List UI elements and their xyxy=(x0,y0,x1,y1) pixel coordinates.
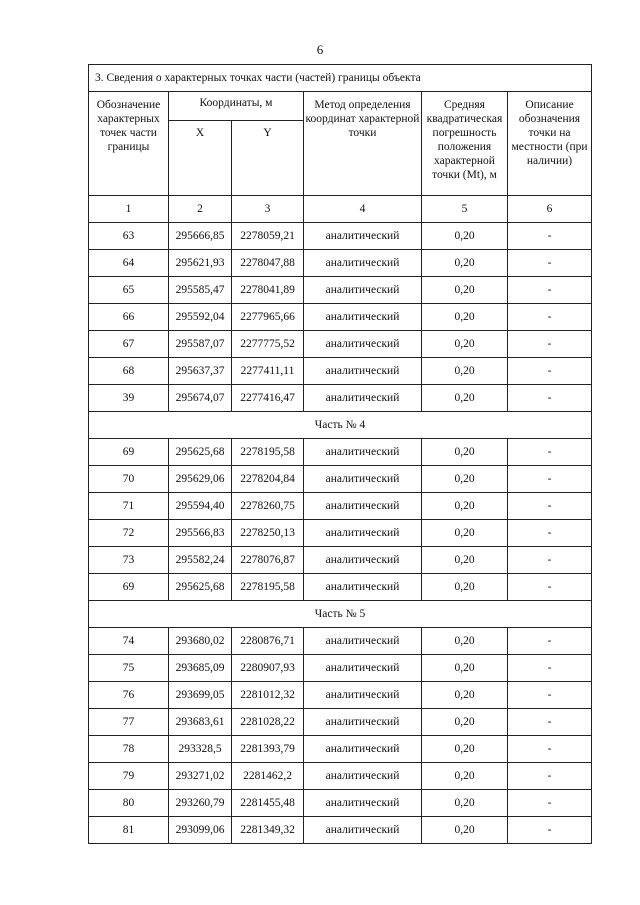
y-coordinate-cell: 2281028,22 xyxy=(232,709,304,736)
method-cell: аналитический xyxy=(304,736,422,763)
table-row xyxy=(89,385,592,412)
column-numbers-row xyxy=(89,196,592,223)
point-cell: 72 xyxy=(89,520,169,547)
y-coordinate-cell: 2281462,2 xyxy=(232,763,304,790)
y-coordinate-cell: 2278059,21 xyxy=(232,223,304,250)
column-number: 4 xyxy=(304,196,422,223)
method-cell: аналитический xyxy=(304,277,422,304)
point-cell: 75 xyxy=(89,655,169,682)
description-cell: - xyxy=(508,736,592,763)
method-cell: аналитический xyxy=(304,385,422,412)
part-header-row xyxy=(89,412,592,439)
mean-error-cell: 0,20 xyxy=(422,439,508,466)
point-cell: 78 xyxy=(89,736,169,763)
table-row xyxy=(89,358,592,385)
y-coordinate-cell: 2280876,71 xyxy=(232,628,304,655)
point-cell: 74 xyxy=(89,628,169,655)
mean-error-cell: 0,20 xyxy=(422,736,508,763)
x-coordinate-cell: 295674,07 xyxy=(169,385,232,412)
y-coordinate-cell: 2280907,93 xyxy=(232,655,304,682)
y-coordinate-cell: 2278195,58 xyxy=(232,439,304,466)
x-coordinate-cell: 295621,93 xyxy=(169,250,232,277)
y-coordinate-cell: 2281012,32 xyxy=(232,682,304,709)
table-row xyxy=(89,628,592,655)
x-coordinate-cell: 295594,40 xyxy=(169,493,232,520)
description-cell: - xyxy=(508,817,592,844)
x-coordinate-cell: 295566,83 xyxy=(169,520,232,547)
x-coordinate-cell: 293271,02 xyxy=(169,763,232,790)
x-coordinate-cell: 295585,47 xyxy=(169,277,232,304)
method-cell: аналитический xyxy=(304,547,422,574)
part-header-row xyxy=(89,601,592,628)
part-label: Часть № 5 xyxy=(89,601,592,628)
header-x: X xyxy=(169,121,232,196)
table-row xyxy=(89,223,592,250)
mean-error-cell: 0,20 xyxy=(422,574,508,601)
mean-error-cell: 0,20 xyxy=(422,763,508,790)
point-cell: 76 xyxy=(89,682,169,709)
method-cell: аналитический xyxy=(304,520,422,547)
header-coordinates: Координаты, м xyxy=(169,92,304,121)
table-row xyxy=(89,304,592,331)
table-row xyxy=(89,277,592,304)
y-coordinate-cell: 2277965,66 xyxy=(232,304,304,331)
description-cell: - xyxy=(508,520,592,547)
table-row xyxy=(89,682,592,709)
point-cell: 67 xyxy=(89,331,169,358)
method-cell: аналитический xyxy=(304,628,422,655)
x-coordinate-cell: 293680,02 xyxy=(169,628,232,655)
part-label: Часть № 4 xyxy=(89,412,592,439)
y-coordinate-cell: 2278195,58 xyxy=(232,574,304,601)
x-coordinate-cell: 293328,5 xyxy=(169,736,232,763)
description-cell: - xyxy=(508,574,592,601)
page-number: 6 xyxy=(316,42,324,57)
method-cell: аналитический xyxy=(304,250,422,277)
x-coordinate-cell: 295587,07 xyxy=(169,331,232,358)
description-cell: - xyxy=(508,655,592,682)
point-cell: 63 xyxy=(89,223,169,250)
mean-error-cell: 0,20 xyxy=(422,277,508,304)
y-coordinate-cell: 2281349,32 xyxy=(232,817,304,844)
table-row xyxy=(89,709,592,736)
point-cell: 39 xyxy=(89,385,169,412)
header-method: Метод определения координат характерной точки xyxy=(304,92,422,196)
y-coordinate-cell: 2278250,13 xyxy=(232,520,304,547)
x-coordinate-cell: 293099,06 xyxy=(169,817,232,844)
method-cell: аналитический xyxy=(304,331,422,358)
x-coordinate-cell: 293683,61 xyxy=(169,709,232,736)
mean-error-cell: 0,20 xyxy=(422,790,508,817)
description-cell: - xyxy=(508,790,592,817)
mean-error-cell: 0,20 xyxy=(422,655,508,682)
header-y: Y xyxy=(232,121,304,196)
mean-error-cell: 0,20 xyxy=(422,385,508,412)
mean-error-cell: 0,20 xyxy=(422,520,508,547)
point-cell: 79 xyxy=(89,763,169,790)
description-cell: - xyxy=(508,628,592,655)
header-point-designation: Обозначение характерных точек части границы xyxy=(89,92,169,196)
description-cell: - xyxy=(508,385,592,412)
description-cell: - xyxy=(508,466,592,493)
mean-error-cell: 0,20 xyxy=(422,709,508,736)
method-cell: аналитический xyxy=(304,790,422,817)
point-cell: 64 xyxy=(89,250,169,277)
table-row xyxy=(89,331,592,358)
column-number: 6 xyxy=(508,196,592,223)
method-cell: аналитический xyxy=(304,439,422,466)
method-cell: аналитический xyxy=(304,493,422,520)
y-coordinate-cell: 2278076,87 xyxy=(232,547,304,574)
description-cell: - xyxy=(508,250,592,277)
point-cell: 81 xyxy=(89,817,169,844)
point-cell: 69 xyxy=(89,439,169,466)
y-coordinate-cell: 2277411,11 xyxy=(232,358,304,385)
mean-error-cell: 0,20 xyxy=(422,304,508,331)
mean-error-cell: 0,20 xyxy=(422,223,508,250)
column-number: 2 xyxy=(169,196,232,223)
x-coordinate-cell: 295625,68 xyxy=(169,574,232,601)
description-cell: - xyxy=(508,331,592,358)
y-coordinate-cell: 2278041,89 xyxy=(232,277,304,304)
description-cell: - xyxy=(508,439,592,466)
table-row xyxy=(89,736,592,763)
table-row xyxy=(89,520,592,547)
mean-error-cell: 0,20 xyxy=(422,466,508,493)
header-description: Описание обозначения точки на местности (при наличии) xyxy=(508,92,592,196)
description-cell: - xyxy=(508,358,592,385)
y-coordinate-cell: 2277775,52 xyxy=(232,331,304,358)
table-row xyxy=(89,574,592,601)
boundary-points-table xyxy=(88,64,592,844)
mean-error-cell: 0,20 xyxy=(422,250,508,277)
header-mean-error: Средняя квадратическая погрешность положения характерной точки (Mt), м xyxy=(422,92,508,196)
point-cell: 69 xyxy=(89,574,169,601)
method-cell: аналитический xyxy=(304,709,422,736)
table-row xyxy=(89,493,592,520)
method-cell: аналитический xyxy=(304,682,422,709)
mean-error-cell: 0,20 xyxy=(422,682,508,709)
table-row xyxy=(89,655,592,682)
table-row xyxy=(89,790,592,817)
x-coordinate-cell: 295592,04 xyxy=(169,304,232,331)
method-cell: аналитический xyxy=(304,304,422,331)
point-cell: 80 xyxy=(89,790,169,817)
x-coordinate-cell: 295625,68 xyxy=(169,439,232,466)
mean-error-cell: 0,20 xyxy=(422,817,508,844)
point-cell: 65 xyxy=(89,277,169,304)
method-cell: аналитический xyxy=(304,655,422,682)
mean-error-cell: 0,20 xyxy=(422,547,508,574)
mean-error-cell: 0,20 xyxy=(422,628,508,655)
x-coordinate-cell: 293685,09 xyxy=(169,655,232,682)
column-number: 3 xyxy=(232,196,304,223)
x-coordinate-cell: 295637,37 xyxy=(169,358,232,385)
description-cell: - xyxy=(508,547,592,574)
method-cell: аналитический xyxy=(304,763,422,790)
x-coordinate-cell: 295629,06 xyxy=(169,466,232,493)
description-cell: - xyxy=(508,277,592,304)
method-cell: аналитический xyxy=(304,817,422,844)
table-title: 3. Сведения о характерных точках части (частей) границы объекта xyxy=(89,65,592,92)
y-coordinate-cell: 2277416,47 xyxy=(232,385,304,412)
method-cell: аналитический xyxy=(304,358,422,385)
point-cell: 66 xyxy=(89,304,169,331)
description-cell: - xyxy=(508,763,592,790)
table-row xyxy=(89,817,592,844)
x-coordinate-cell: 295582,24 xyxy=(169,547,232,574)
point-cell: 73 xyxy=(89,547,169,574)
y-coordinate-cell: 2278047,88 xyxy=(232,250,304,277)
table-row xyxy=(89,250,592,277)
method-cell: аналитический xyxy=(304,574,422,601)
y-coordinate-cell: 2281393,79 xyxy=(232,736,304,763)
description-cell: - xyxy=(508,223,592,250)
x-coordinate-cell: 293699,05 xyxy=(169,682,232,709)
y-coordinate-cell: 2278204,84 xyxy=(232,466,304,493)
point-cell: 68 xyxy=(89,358,169,385)
method-cell: аналитический xyxy=(304,466,422,493)
description-cell: - xyxy=(508,304,592,331)
description-cell: - xyxy=(508,709,592,736)
mean-error-cell: 0,20 xyxy=(422,493,508,520)
y-coordinate-cell: 2278260,75 xyxy=(232,493,304,520)
x-coordinate-cell: 295666,85 xyxy=(169,223,232,250)
table-body xyxy=(89,223,592,844)
column-number: 1 xyxy=(89,196,169,223)
description-cell: - xyxy=(508,493,592,520)
table-row xyxy=(89,439,592,466)
table-row xyxy=(89,466,592,493)
column-number: 5 xyxy=(422,196,508,223)
mean-error-cell: 0,20 xyxy=(422,358,508,385)
method-cell: аналитический xyxy=(304,223,422,250)
mean-error-cell: 0,20 xyxy=(422,331,508,358)
y-coordinate-cell: 2281455,48 xyxy=(232,790,304,817)
description-cell: - xyxy=(508,682,592,709)
table-row xyxy=(89,547,592,574)
x-coordinate-cell: 293260,79 xyxy=(169,790,232,817)
table-row xyxy=(89,763,592,790)
point-cell: 71 xyxy=(89,493,169,520)
point-cell: 70 xyxy=(89,466,169,493)
point-cell: 77 xyxy=(89,709,169,736)
